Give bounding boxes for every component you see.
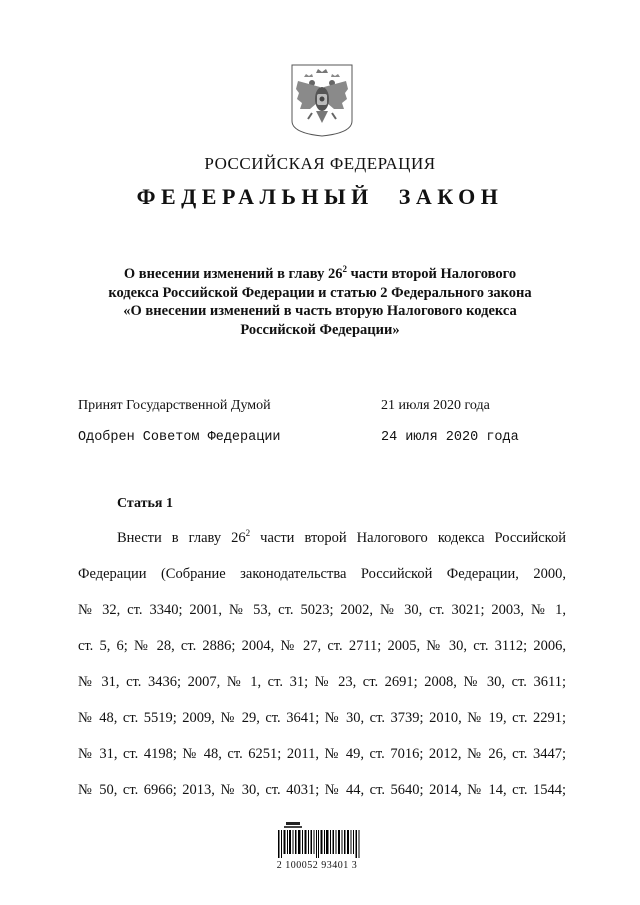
document-type: ФЕДЕРАЛЬНЫЙ ЗАКОН	[136, 184, 504, 209]
article-body-line: Внести в главу $26^2$ части второй Налогового кодекса Российской	[117, 528, 566, 546]
barcode-number: 2 100052 93401 3	[276, 860, 358, 871]
article-body-line: № 48, ст. 5519; 2009, № 29, ст. 3641; № 30, ст. 3739; 2010, № 19, ст. 2291;	[78, 710, 566, 726]
article-body-line: ст. 5, 6; № 28, ст. 2886; 2004, № 27, ст. 2711; 2005, № 30, ст. 3112; 2006,	[78, 638, 566, 654]
council-approval-date: 24 июля 2020 года	[381, 430, 519, 445]
article-body-line: № 32, ст. 3340; 2001, № 53, ст. 5023; 2002, № 30, ст. 3021; 2003, № 1,	[78, 602, 566, 618]
duma-adoption-label: Принят Государственной Думой	[78, 398, 271, 413]
article-body-line: Федерации (Собрание законодательства Российской Федерации, 2000,	[78, 566, 566, 582]
law-title-line-1: О внесении изменений в главу $26^2$ части второй Налогового	[123, 264, 517, 282]
law-title-line-2: кодекса Российской Федерации и статью 2 Федерального закона	[108, 284, 532, 301]
law-title-line-4: Российской Федерации»	[240, 321, 400, 338]
article-body	[78, 520, 566, 808]
article-heading: Статья 1	[117, 496, 173, 511]
article-body-line: № 31, ст. 3436; 2007, № 1, ст. 31; № 23, ст. 2691; 2008, № 30, ст. 3611;	[78, 674, 566, 690]
barcode	[278, 822, 360, 858]
duma-adoption-date: 21 июля 2020 года	[381, 398, 490, 413]
country-name: РОССИЙСКАЯ ФЕДЕРАЦИЯ	[204, 154, 436, 173]
article-body-line: № 50, ст. 6966; 2013, № 30, ст. 4031; № 44, ст. 5640; 2014, № 14, ст. 1544;	[78, 782, 566, 798]
law-title	[80, 265, 560, 339]
coat-of-arms-emblem	[290, 63, 354, 137]
article-body-line: № 31, ст. 4198; № 48, ст. 6251; 2011, № 49, ст. 7016; 2012, № 26, ст. 3447;	[78, 746, 566, 762]
law-title-line-3: «О внесении изменений в часть вторую Налогового кодекса	[123, 303, 517, 319]
council-approval-label: Одобрен Советом Федерации	[78, 430, 281, 445]
